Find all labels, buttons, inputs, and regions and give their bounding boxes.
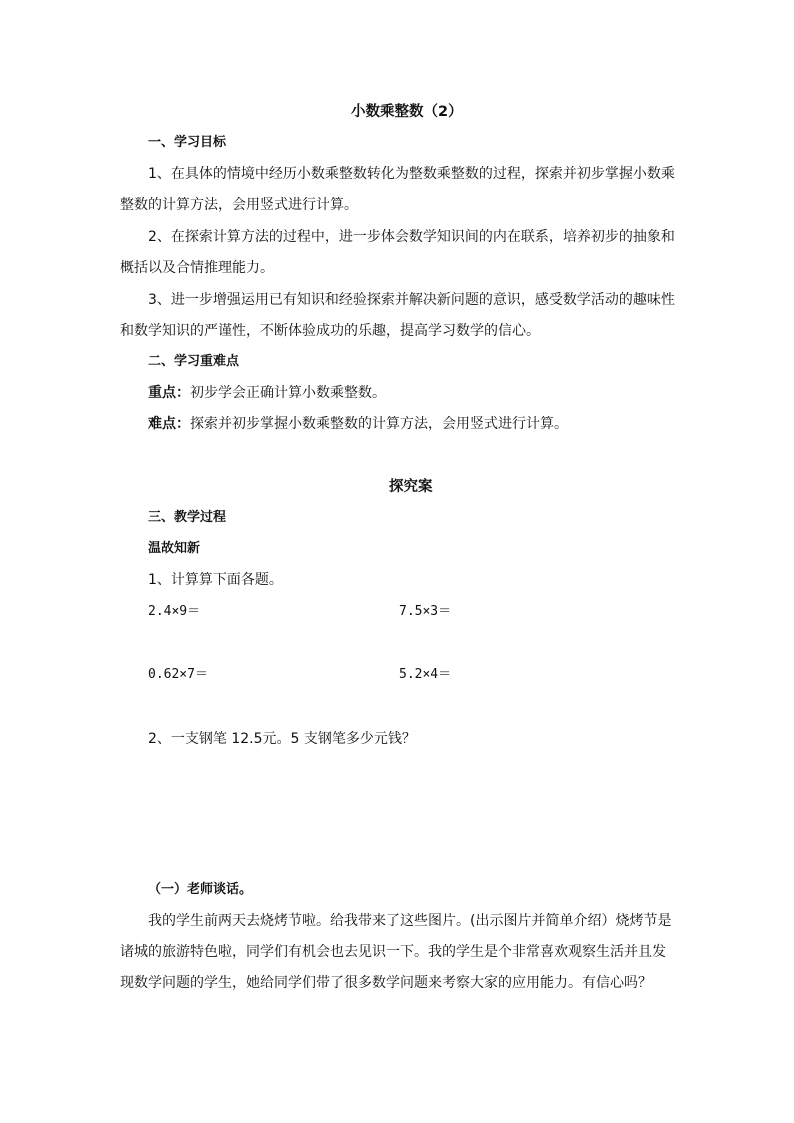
teacher-talk-heading: （一）老师谈话。 [148, 882, 253, 897]
goal-3-line-2: 和数学知识的严谨性，不断体验成功的乐趣，提高学习数学的信心。 [120, 323, 540, 339]
explore-title: 探究案 [389, 479, 433, 495]
difficulty-text: 探索并初步掌握小数乘整数的计算方法，会用竖式进行计算。 [190, 416, 568, 432]
difficulty-label: 难点： [148, 416, 190, 432]
question-2: 2、一支钢笔 12.5元。5 支钢笔多少元钱？ [148, 731, 416, 747]
teacher-talk-line-3: 现数学问题的学生，她给同学们带了很多数学问题来考察大家的应用能力。有信心吗？ [120, 975, 652, 991]
section-heading-goals: 一、学习目标 [148, 135, 227, 150]
difficulty-point [148, 415, 568, 433]
goal-3-line-1: 3、进一步增强运用已有知识和经验探索并解决新问题的意识，感受数学活动的趣味性 [148, 292, 675, 308]
exercise-item: 7.5×3＝ [399, 604, 452, 619]
review-heading: 温故知新 [148, 541, 201, 556]
goal-1-line-1: 1、在具体的情境中经历小数乘整数转化为整数乘整数的过程，探索并初步掌握小数乘 [148, 166, 675, 182]
section-heading-process: 三、教学过程 [148, 510, 227, 525]
question-1: 1、计算算下面各题。 [148, 572, 283, 588]
goal-2-line-1: 2、在探索计算方法的过程中，进一步体会数学知识间的内在联系，培养初步的抽象和 [148, 229, 675, 245]
teacher-talk-line-1: 我的学生前两天去烧烤节啦。给我带来了这些图片。(出示图片并简单介绍）烧烤节是 [148, 913, 672, 929]
goal-1-line-2: 整数的计算方法，会用竖式进行计算。 [120, 197, 358, 213]
key-point [148, 384, 386, 402]
goal-2-line-2: 概括以及合情推理能力。 [120, 260, 274, 276]
exercise-item: 5.2×4＝ [399, 667, 452, 682]
key-point-text: 初步学会正确计算小数乘整数。 [190, 385, 386, 401]
exercise-item: 2.4×9＝ [148, 604, 201, 619]
section-heading-key-points: 二、学习重难点 [148, 354, 240, 369]
page-title: 小数乘整数（2） [351, 104, 463, 120]
exercise-item: 0.62×7＝ [148, 667, 208, 682]
key-point-label: 重点： [148, 385, 190, 401]
teacher-talk-line-2: 诸城的旅游特色啦，同学们有机会也去见识一下。我的学生是个非常喜欢观察生活并且发 [120, 944, 666, 960]
